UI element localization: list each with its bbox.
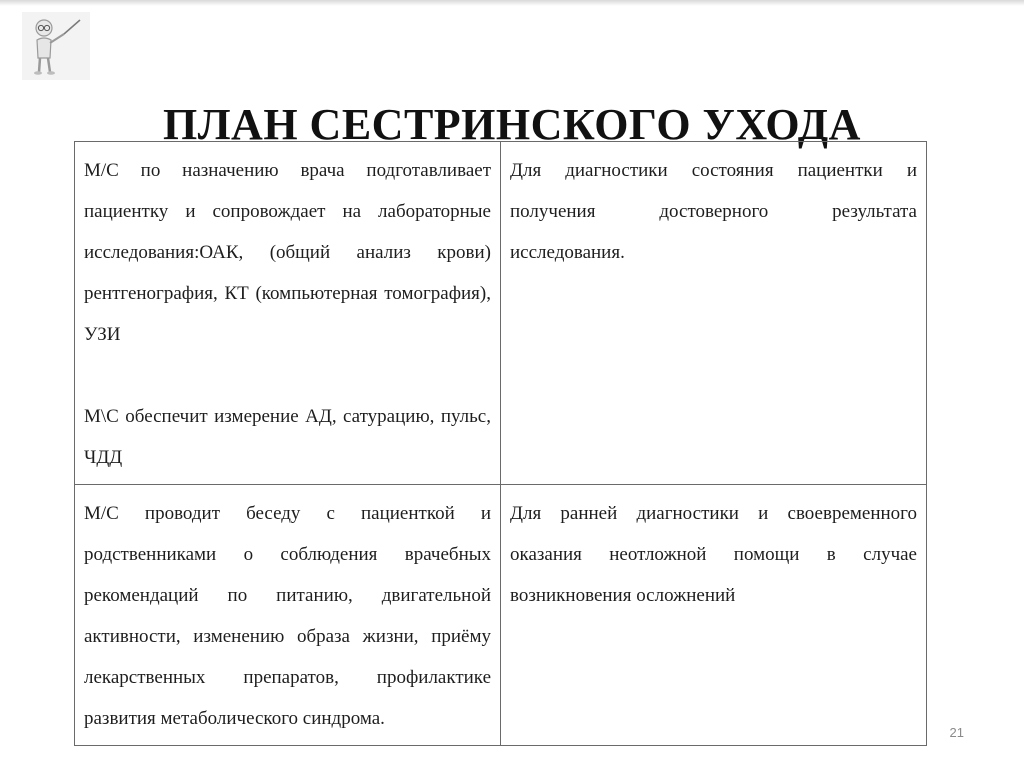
page-number: 21 bbox=[949, 725, 964, 740]
care-plan-table bbox=[74, 141, 927, 746]
table-row bbox=[75, 485, 927, 746]
nursing-action-text: М/С проводит беседу с пациенткой и родственниками о соблюдения врачебных рекомендаций по питанию, двигательной активности, изменению образа жизни, приёму лекарственных препаратов, профилактике развития метаболического синдрома. bbox=[84, 503, 491, 729]
nursing-action-cell bbox=[75, 485, 501, 746]
nursing-action-text: М/С по назначению врача подготавливает пациентку и сопровождает на лабораторные исследования:ОАК, (общий анализ крови) рентгенография, КТ (компьютерная томография), УЗИ bbox=[84, 160, 491, 345]
slide-title: ПЛАН СЕСТРИНСКОГО УХОДА bbox=[163, 100, 861, 150]
rationale-cell bbox=[501, 485, 927, 746]
teacher-with-pointer-icon bbox=[20, 10, 92, 82]
rationale-text: Для диагностики состояния пациентки и получения достоверного результата исследования. bbox=[510, 160, 917, 263]
rationale-text: Для ранней диагностики и своевременного оказания неотложной помощи в случае возникновения осложнений bbox=[510, 503, 917, 606]
paragraph-gap bbox=[84, 355, 491, 396]
slide-top-shadow bbox=[0, 0, 1024, 6]
nursing-action-cell bbox=[75, 142, 501, 485]
rationale-cell bbox=[501, 142, 927, 485]
nursing-action-text: М\С обеспечит измерение АД, сатурацию, пульс, ЧДД bbox=[84, 406, 491, 468]
table-row bbox=[75, 142, 927, 485]
